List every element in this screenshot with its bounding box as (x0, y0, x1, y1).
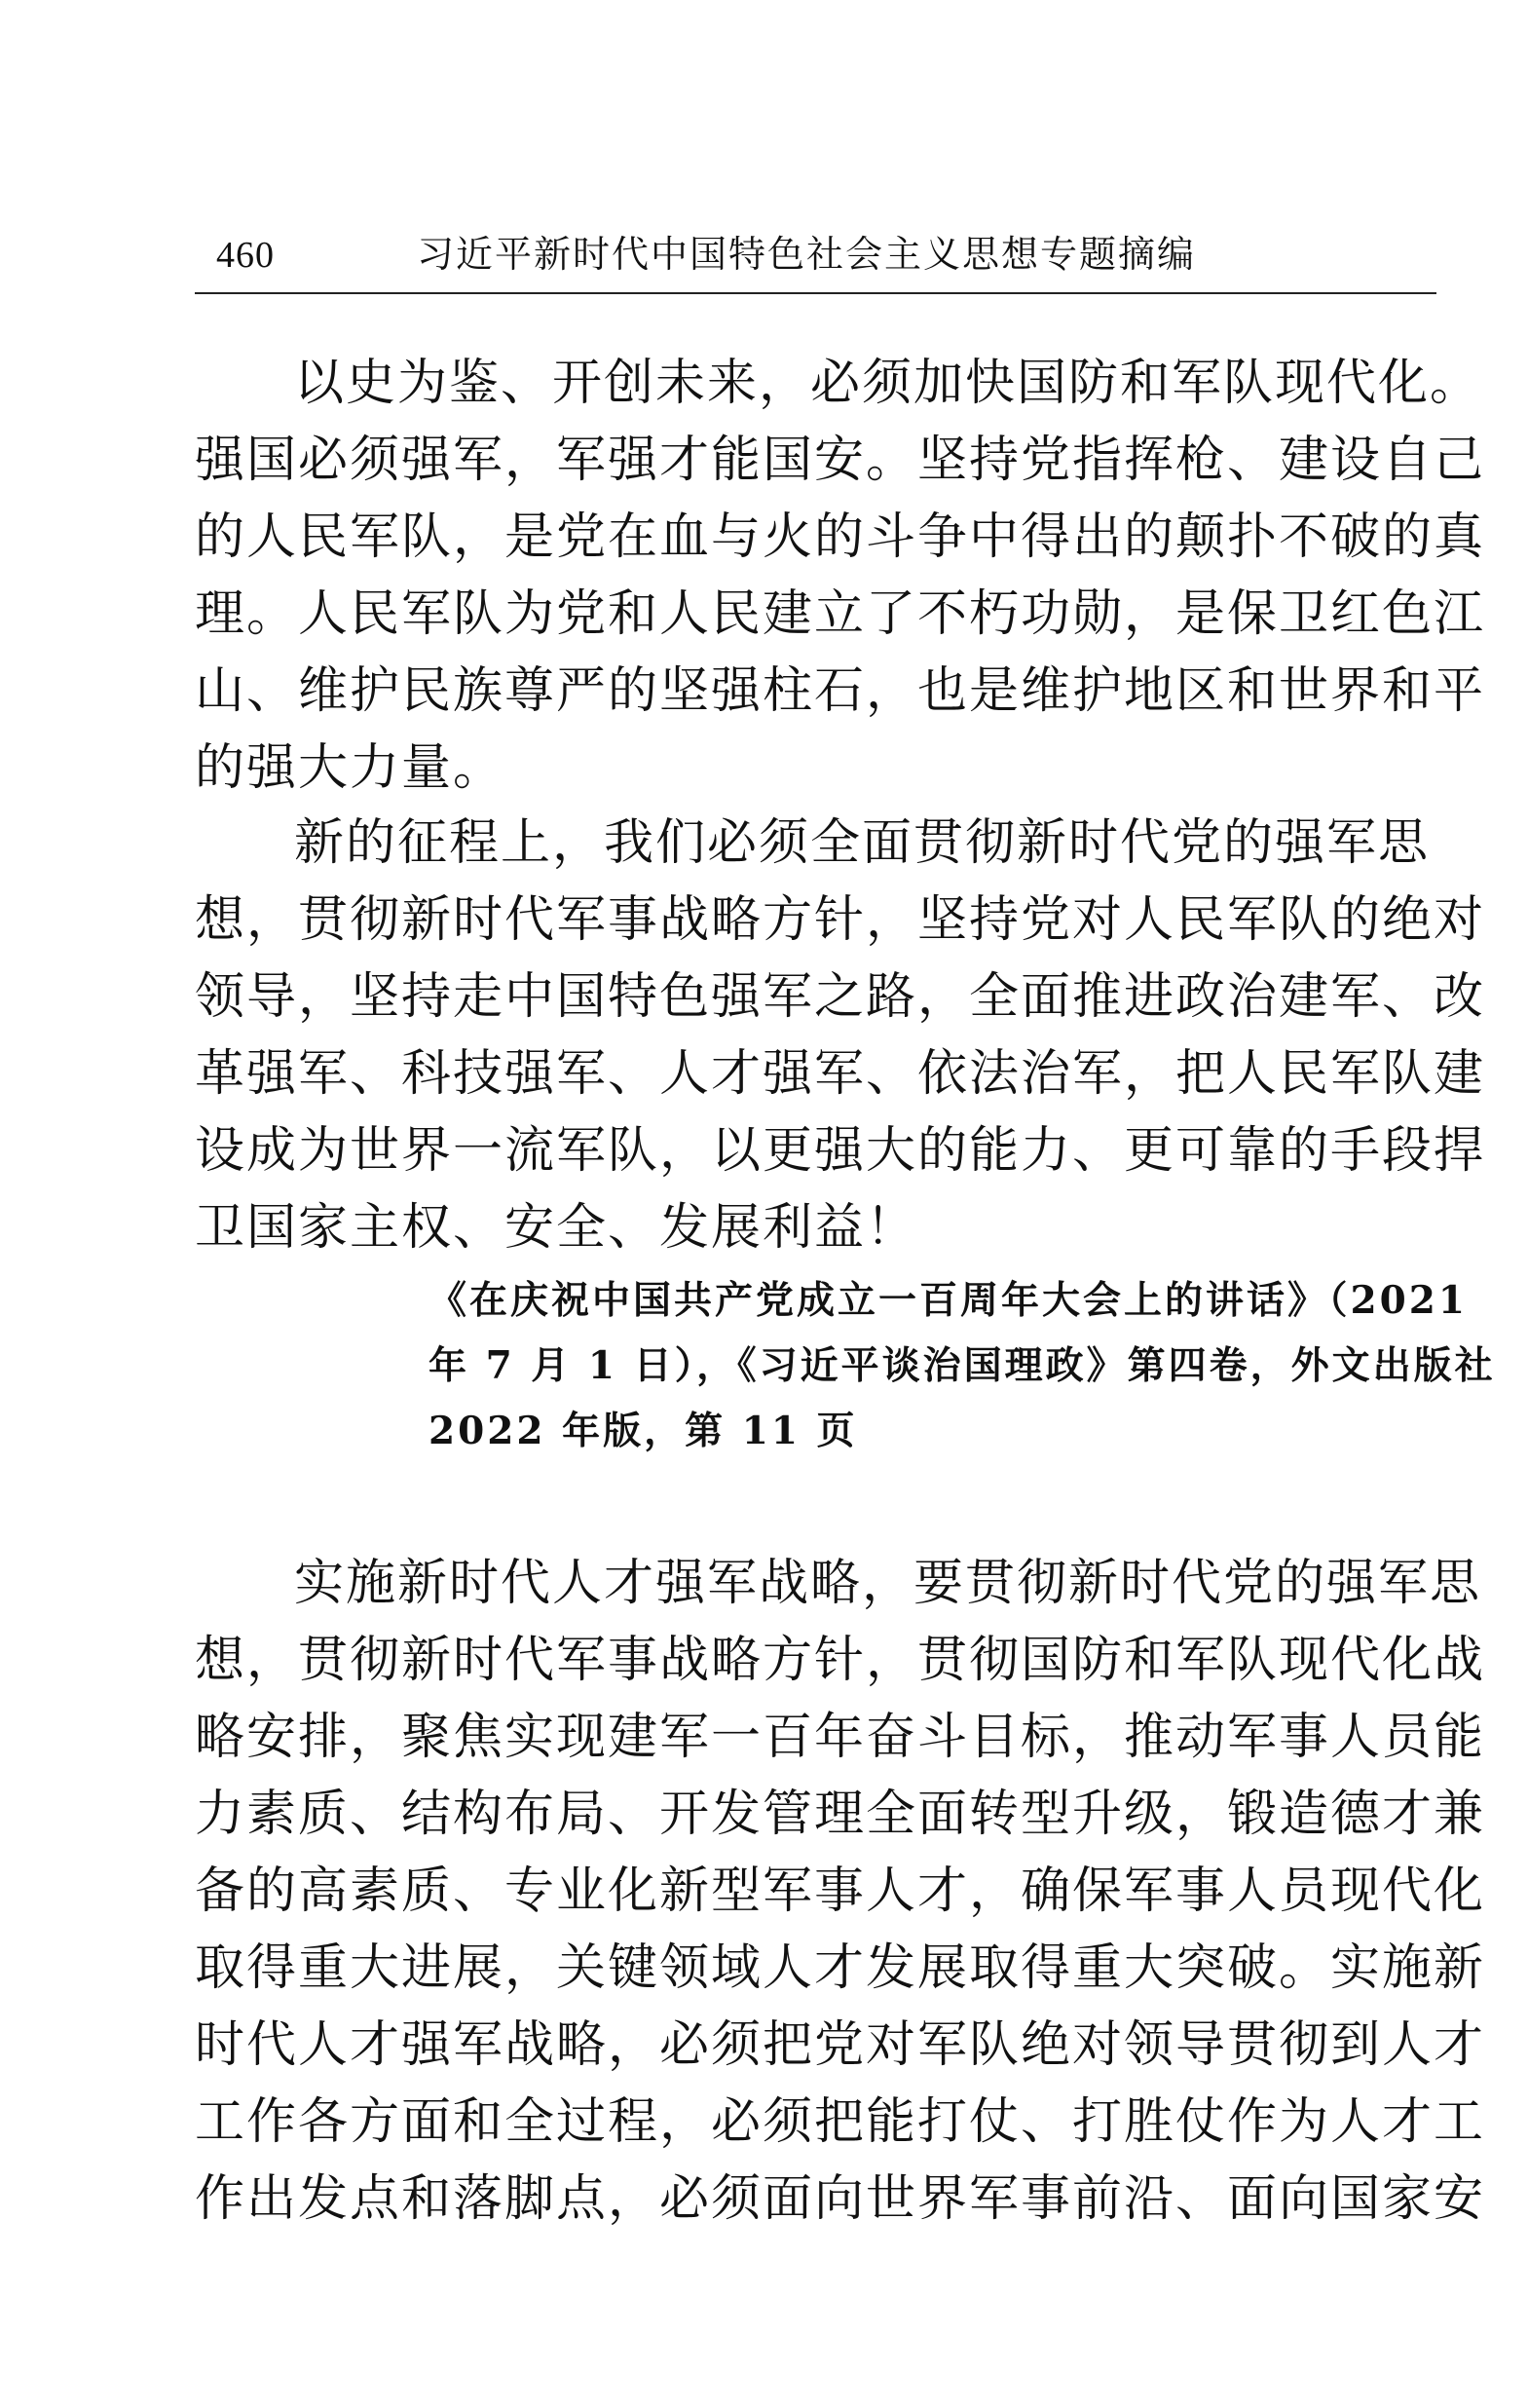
source-citation (429, 1268, 1496, 1464)
page-header (195, 216, 1436, 294)
paragraph-line: 的强大力量。 (195, 739, 505, 797)
citation-line: 《在庆祝中国共产党成立一百周年大会上的讲话》（2021 (429, 1278, 1469, 1323)
citation-line: 年 7 月 1 日），《习近平谈治国理政》第四卷，外文出版社 (429, 1343, 1496, 1388)
paragraph-line: 强国必须强军，军强才能国安。坚持党指挥枪、建设自己 (195, 432, 1486, 489)
paragraph-line: 想，贯彻新时代军事战略方针，贯彻国防和军队现代化战 (195, 1632, 1486, 1689)
paragraph-line: 山、维护民族尊严的坚强柱石，也是维护地区和世界和平 (195, 662, 1486, 720)
citation-line: 2022 年版，第 11 页 (429, 1409, 858, 1453)
paragraph-line: 卫国家主权、安全、发展利益！ (195, 1199, 918, 1257)
paragraph-line: 设成为世界一流军队，以更强大的能力、更可靠的手段捍 (195, 1122, 1486, 1180)
paragraph-line: 革强军、科技强军、人才强军、依法治军，把人民军队建 (195, 1045, 1486, 1103)
paragraph-line: 作出发点和落脚点，必须面向世界军事前沿、面向国家安 (195, 2170, 1486, 2228)
paragraph-line: 以史为鉴、开创未来，必须加快国防和军队现代化。 (294, 355, 1482, 412)
paragraph-line: 实施新时代人才强军战略，要贯彻新时代党的强军思 (294, 1555, 1482, 1612)
paragraph-line: 取得重大进展，关键领域人才发展取得重大突破。实施新 (195, 1939, 1486, 1997)
paragraph-line: 领导，坚持走中国特色强军之路，全面推进政治建军、改 (195, 968, 1486, 1026)
paragraph-line: 新的征程上，我们必须全面贯彻新时代党的强军思 (294, 814, 1431, 872)
paragraph-2 (195, 805, 1486, 1266)
running-title: 习近平新时代中国特色社会主义思想专题摘编 (417, 233, 1197, 276)
paragraph-line: 略安排，聚焦实现建军一百年奋斗目标，推动军事人员能 (195, 1709, 1486, 1766)
page-number: 460 (216, 235, 275, 276)
paragraph-line: 力素质、结构布局、开发管理全面转型升级，锻造德才兼 (195, 1786, 1486, 1843)
paragraph-line: 备的高素质、专业化新型军事人才，确保军事人员现代化 (195, 1862, 1486, 1920)
paragraph-line: 的人民军队，是党在血与火的斗争中得出的颠扑不破的真 (195, 508, 1486, 566)
paragraph-line: 时代人才强军战略，必须把党对军队绝对领导贯彻到人才 (195, 2016, 1486, 2074)
header-divider (195, 292, 1436, 294)
paragraph-line: 工作各方面和全过程，必须把能打仗、打胜仗作为人才工 (195, 2093, 1486, 2151)
paragraph-1 (195, 345, 1486, 807)
paragraph-3 (195, 1545, 1486, 2238)
paragraph-line: 理。人民军队为党和人民建立了不朽功勋，是保卫红色江 (195, 585, 1486, 643)
paragraph-line: 想，贯彻新时代军事战略方针，坚持党对人民军队的绝对 (195, 891, 1486, 949)
